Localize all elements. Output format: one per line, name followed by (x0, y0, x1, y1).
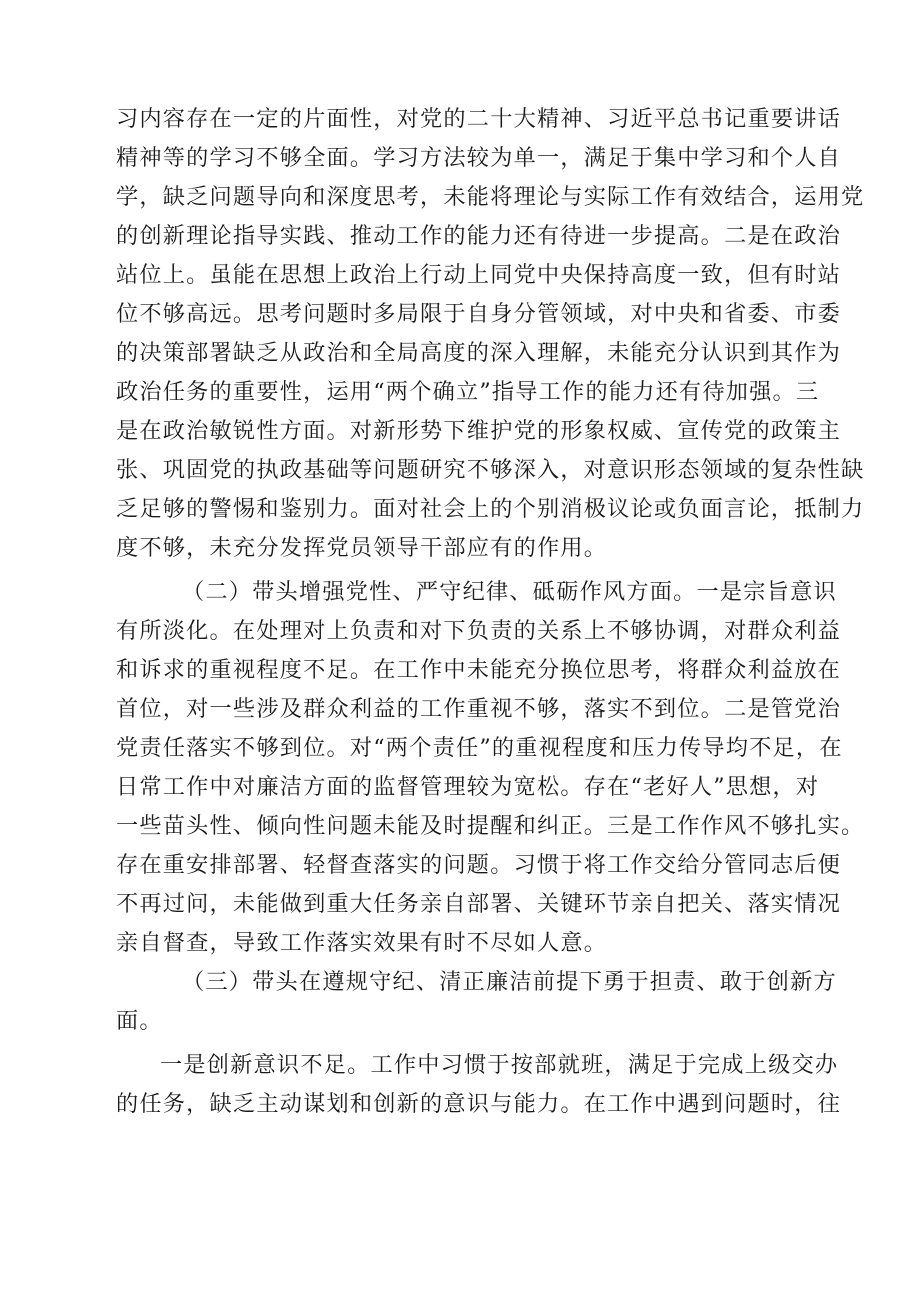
text-line: 度不够，未充分发挥党员领导干部应有的作用。 (116, 535, 608, 561)
text-line: 一些苗头性、倾向性问题未能及时提醒和纠正。三是工作作风不够扎实。 (116, 813, 865, 839)
text-line: 精神等的学习不够全面。学习方法较为单一，满足于集中学习和个人自 (116, 145, 842, 171)
text-line: 面。 (116, 1008, 163, 1034)
text-line: 学，缺乏问题导向和深度思考，未能将理论与实际工作有效结合，运用党 (116, 184, 865, 210)
paragraph-start: 一是创新意识不足。工作中习惯于按部就班，满足于完成上级交办 (160, 1052, 839, 1078)
text-line: 的创新理论指导实践、推动工作的能力还有待进一步提高。二是在政治 (116, 223, 842, 249)
section-heading-2: （二）带头增强党性、严守纪律、砥砺作风方面。一是宗旨意识 (182, 579, 837, 605)
text-line: 站位上。虽能在思想上政治上行动上同党中央保持高度一致，但有时站 (116, 262, 842, 288)
section-heading-3: （三）带头在遵规守纪、清正廉洁前提下勇于担责、敢于创新方 (182, 969, 837, 995)
text-line: 和诉求的重视程度不足。在工作中未能充分换位思考，将群众利益放在 (116, 657, 842, 683)
text-line: 不再过问，未能做到重大任务亲自部署、关键环节亲自把关、落实情况 (116, 891, 842, 917)
text-line: 日常工作中对廉洁方面的监督管理较为宽松。存在“老好人”思想，对 (116, 774, 820, 800)
text-line: 张、巩固党的执政基础等问题研究不够深入，对意识形态领域的复杂性缺 (116, 457, 865, 483)
text-line: 政治任务的重要性，运用“两个确立”指导工作的能力还有待加强。三 (116, 379, 820, 405)
text-line: 习内容存在一定的片面性，对党的二十大精神、习近平总书记重要讲话 (116, 106, 842, 132)
text-line: 是在政治敏锐性方面。对新形势下维护党的形象权威、宣传党的政策主 (116, 418, 842, 444)
text-line: 首位，对一些涉及群众利益的工作重视不够，落实不到位。二是管党治 (116, 696, 842, 722)
body-text (116, 100, 865, 1124)
text-line: 有所淡化。在处理对上负责和对下负责的关系上不够协调，对群众利益 (116, 618, 842, 644)
text-line: 亲自督查，导致工作落实效果有时不尽如人意。 (116, 930, 608, 956)
text-line: 存在重安排部署、轻督查落实的问题。习惯于将工作交给分管同志后便 (116, 852, 842, 878)
text-line: 位不够高远。思考问题时多局限于自身分管领域，对中央和省委、市委 (116, 301, 842, 327)
text-line: 党责任落实不够到位。对“两个责任”的重视程度和压力传导均不足，在 (116, 735, 843, 761)
text-line: 的任务，缺乏主动谋划和创新的意识与能力。在工作中遇到问题时，往 (116, 1091, 842, 1117)
text-line: 乏足够的警惕和鉴别力。面对社会上的个别消极议论或负面言论，抵制力 (116, 496, 865, 522)
text-line: 的决策部署缺乏从政治和全局高度的深入理解，未能充分认识到其作为 (116, 340, 842, 366)
